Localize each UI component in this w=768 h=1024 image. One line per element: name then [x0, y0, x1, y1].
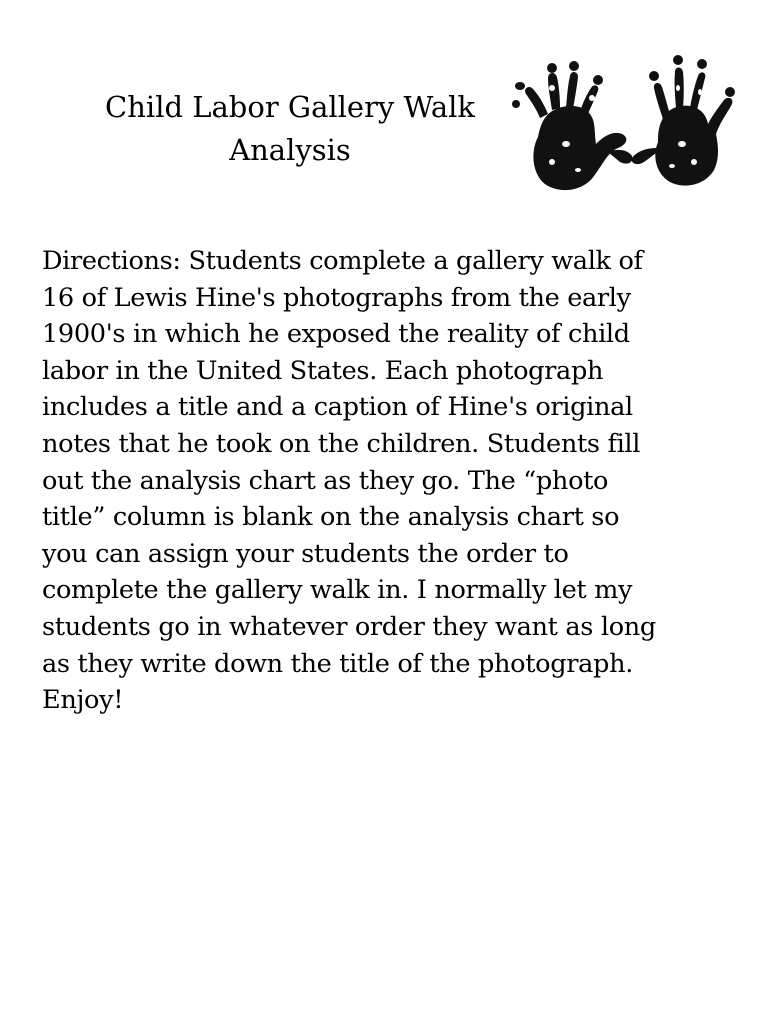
directions-line: notes that he took on the children. Students fill [42, 428, 641, 459]
directions-line: as they write down the title of the photograph. [42, 648, 633, 679]
directions-line: Enjoy! [42, 685, 124, 716]
directions-paragraph [42, 243, 732, 719]
title-line-2: Analysis [229, 133, 351, 167]
title-line-1: Child Labor Gallery Walk [105, 90, 475, 124]
left-handprint [512, 61, 632, 190]
directions-line: complete the gallery walk in. I normally let my [42, 575, 633, 606]
directions-line: you can assign your students the order to [42, 538, 569, 569]
directions-line: includes a title and a caption of Hine's original [42, 392, 633, 423]
directions-line: 1900's in which he exposed the reality of child [42, 319, 630, 350]
page-title [40, 86, 540, 172]
directions-line: out the analysis chart as they go. The “photo [42, 465, 609, 496]
directions-line: students go in whatever order they want as long [42, 611, 656, 642]
right-handprint [632, 55, 735, 186]
directions-line: labor in the United States. Each photograph [42, 355, 604, 386]
directions-line: title” column is blank on the analysis chart so [42, 502, 620, 533]
handprints-icon [508, 52, 740, 194]
directions-line: Directions: Students complete a gallery walk of [42, 246, 643, 276]
directions-line: 16 of Lewis Hine's photographs from the early [42, 282, 631, 313]
